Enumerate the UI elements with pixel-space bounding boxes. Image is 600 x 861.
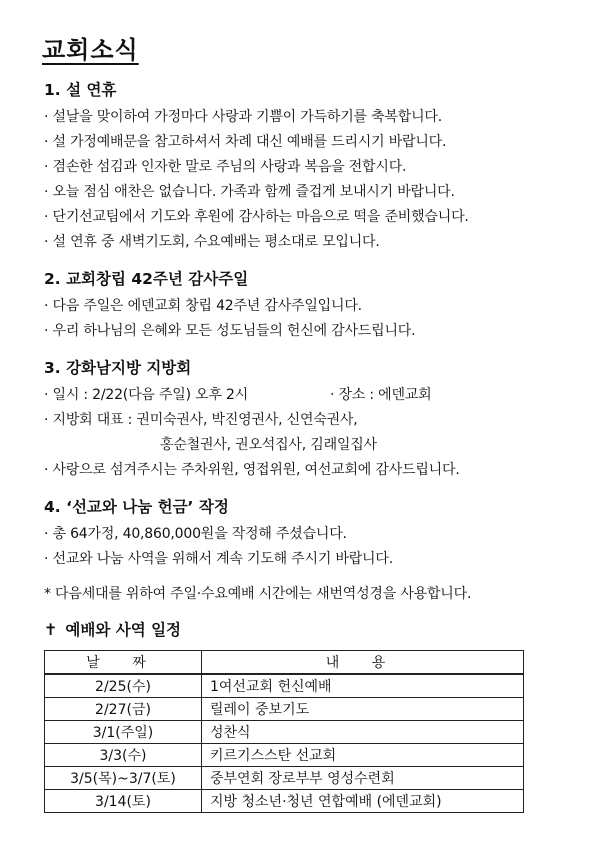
list-item: · 설 가정예배문을 참고하셔서 차례 대신 예배를 드리시기 바랍니다. [44, 134, 447, 150]
table-row [45, 744, 524, 767]
section-heading-anniversary: 2. 교회창립 42주년 감사주일 [44, 270, 249, 288]
bible-note: * 다음세대를 위하여 주일·수요예배 시간에는 새번역성경을 사용합니다. [44, 586, 472, 602]
row-date: 3/1(주일) [45, 721, 202, 744]
list-item: · 단기선교팀에서 기도와 후원에 감사하는 마음으로 떡을 준비했습니다. [44, 209, 469, 225]
row-date: 2/27(금) [45, 698, 202, 721]
list-item: · 우리 하나님의 은혜와 모든 성도님들의 헌신에 감사드립니다. [44, 323, 416, 339]
list-item: · 선교와 나눔 사역을 위해서 계속 기도해 주시기 바랍니다. [44, 551, 393, 567]
row-content: 성찬식 [202, 721, 524, 744]
list-item: · 오늘 점심 애찬은 없습니다. 가족과 함께 즐겁게 보내시기 바랍니다. [44, 184, 455, 200]
row-date: 3/3(수) [45, 744, 202, 767]
list-item: · 다음 주일은 에덴교회 창립 42주년 감사주일입니다. [44, 298, 362, 314]
cross-icon: ✝ [44, 620, 58, 639]
row-date: 3/14(토) [45, 790, 202, 813]
section-heading-offering: 4. ‘선교와 나눔 헌금’ 작정 [44, 498, 229, 516]
table-row [45, 790, 524, 813]
row-content: 키르기스스탄 선교회 [202, 744, 524, 767]
section-heading-district-meeting: 3. 강화남지방 지방회 [44, 359, 192, 377]
list-item: · 사랑으로 섬겨주시는 주차위원, 영접위원, 여선교회에 감사드립니다. [44, 462, 460, 478]
row-date: 2/25(수) [45, 674, 202, 698]
row-content: 중부연회 장로부부 영성수련회 [202, 767, 524, 790]
table-row [45, 698, 524, 721]
row-date: 3/5(목)~3/7(토) [45, 767, 202, 790]
list-item: · 설 연휴 중 새벽기도회, 수요예배는 평소대로 모입니다. [44, 234, 380, 250]
page-title: 교회소식 [42, 36, 139, 64]
table-row [45, 674, 524, 698]
column-header-date: 날 짜 [45, 651, 202, 675]
section-heading-new-year: 1. 설 연휴 [44, 81, 117, 99]
schedule-heading: 예배와 사역 일정 [65, 621, 182, 639]
list-item: · 설날을 맞이하여 가정마다 사랑과 기쁨이 가득하기를 축복합니다. [44, 109, 442, 125]
schedule-table [44, 650, 524, 813]
row-content: 1여선교회 헌신예배 [202, 674, 524, 698]
table-header-row [45, 651, 524, 675]
row-content: 지방 청소년·청년 연합예배 (에덴교회) [202, 790, 524, 813]
meeting-date: · 일시 : 2/22(다음 주일) 오후 2시 [44, 387, 249, 403]
meeting-representatives: · 지방회 대표 : 권미숙권사, 박진영권사, 신연숙권사, [44, 412, 358, 428]
table-row [45, 767, 524, 790]
meeting-place: · 장소 : 에덴교회 [330, 387, 432, 403]
meeting-representatives-cont: 홍순철권사, 권오석집사, 김래일집사 [160, 437, 377, 453]
list-item: · 겸손한 섬김과 인자한 말로 주님의 사랑과 복음을 전합시다. [44, 159, 407, 175]
row-content: 릴레이 중보기도 [202, 698, 524, 721]
column-header-content: 내 용 [202, 651, 524, 675]
schedule-heading-row [44, 618, 181, 640]
list-item: · 총 64가정, 40,860,000원을 작정해 주셨습니다. [44, 526, 347, 542]
table-row [45, 721, 524, 744]
